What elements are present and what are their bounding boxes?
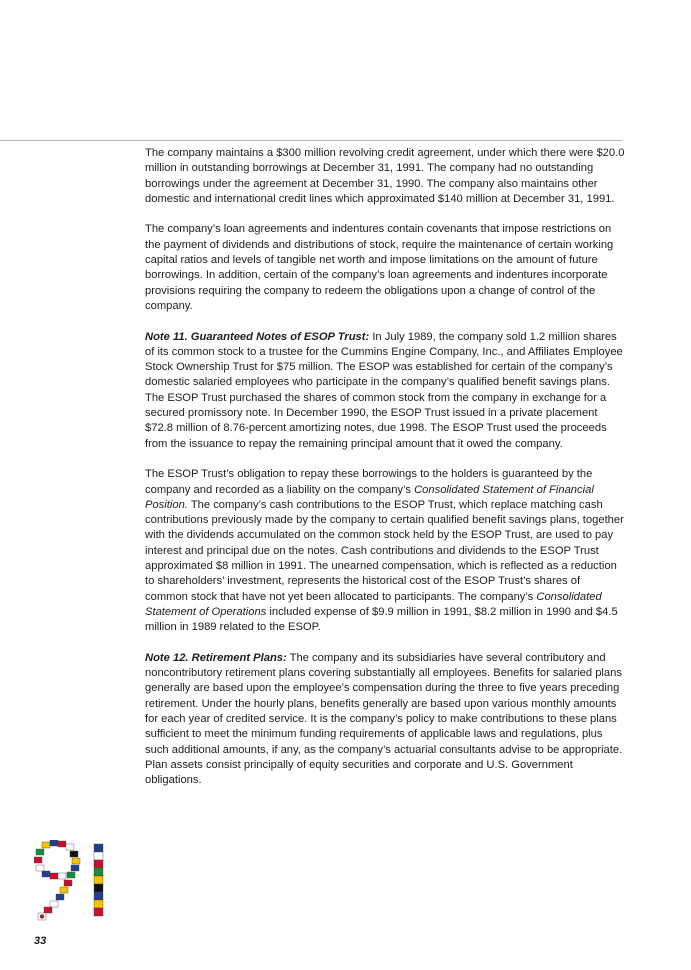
page-number: 33 (34, 935, 47, 947)
note-11-heading: Note 11. Guaranteed Notes of ESOP Trust: (145, 330, 370, 343)
esop-text-b: The company’s cash contributions to the ESOP Trust, which replace matching cash contributions previously made by the company to certain qualified benefit savings plans, together with the dividends accumulated on the common stock held by the ESOP Trust, are used to pay interest and principal due on the notes. Cash contributions and dividends to the ESOP Trust approximated $8 million in 1991. The unearned compensation, which is reflected as a reduction to shareholders’ investment, represents the historical cost of the ESOP Trust’s shares of common stock that have not yet been allocated to participants. The company’s (145, 498, 624, 603)
header-rule (0, 140, 622, 141)
esop-text-a: The ESOP Trust’s obligation to repay these borrowings to the holders is guaranteed by the company and recorded as a liability on the company’s (145, 468, 593, 496)
esop-financial-position-ref: Consolidated Statement of Financial Position. (145, 483, 594, 511)
note-12-text: The company and its subsidiaries have several contributory and noncontributory retirement plans covering substantially all employees. Benefits for salaried plans generally are based upon the employee’s compensation during the three to five years preceding retirement. Under the hourly plans, benefits generally are based upon various monthly amounts for each year of credited service. It is the company’s policy to make contributions to these plans sufficient to meet the minimum funding requirements of applicable laws and regulations, plus such additional amounts, if any, as the company’s actuarial consultants advise to be appropriate. Plan assets consist principally of equity securities and corporate and U.S. Government obligations. (145, 651, 623, 787)
flags-91-logo-icon (34, 840, 110, 922)
paragraph-esop-obligation (145, 467, 626, 635)
esop-operations-ref: Consolidated Statement of Operations (145, 590, 602, 618)
note-11-text: In July 1989, the company sold 1.2 million shares of its common stock to a trustee for the Cummins Engine Company, Inc., and Affiliates Employee Stock Ownership Trust for $75 million. The ESOP was established for certain of the company’s domestic salaried employees who participate in the company’s qualified benefit savings plans. The ESOP Trust purchased the shares of common stock from the company in exchange for a secured promissory note. In December 1990, the ESOP Trust issued in a private placement $72.8 million of 8.76-percent amortizing notes, due 1998. The ESOP Trust used the proceeds from the issuance to repay the remaining principal amount that it owed the company. (145, 330, 623, 450)
note-12-heading: Note 12. Retirement Plans: (145, 651, 287, 664)
esop-text-c: included expense of $9.9 million in 1991, $8.2 million in 1990 and $4.5 million in 1989 related to the ESOP. (145, 605, 618, 634)
paragraph-note-11 (145, 330, 626, 452)
main-text (145, 146, 626, 804)
paragraph-loan-covenants: The company’s loan agreements and indentures contain covenants that impose restrictions on the payment of dividends and distributions of stock, require the maintenance of certain working capital ratios and levels of tangible net worth and impose limitations on the amount of future borrowings. In addition, certain of the company’s loan agreements and indentures incorporate provisions requiring the company to redeem the obligations upon a change of control of the company. (145, 223, 614, 312)
paragraph-note-12 (145, 651, 626, 789)
paragraph-credit-agreement: The company maintains a $300 million revolving credit agreement, under which there were $20.0 million in outstanding borrowings at December 31, 1991. The company had no outstanding borrowings under the agreement at December 31, 1990. The company also maintains other domestic and international credit lines which approximated $140 million at December 31, 1991. (145, 147, 625, 205)
